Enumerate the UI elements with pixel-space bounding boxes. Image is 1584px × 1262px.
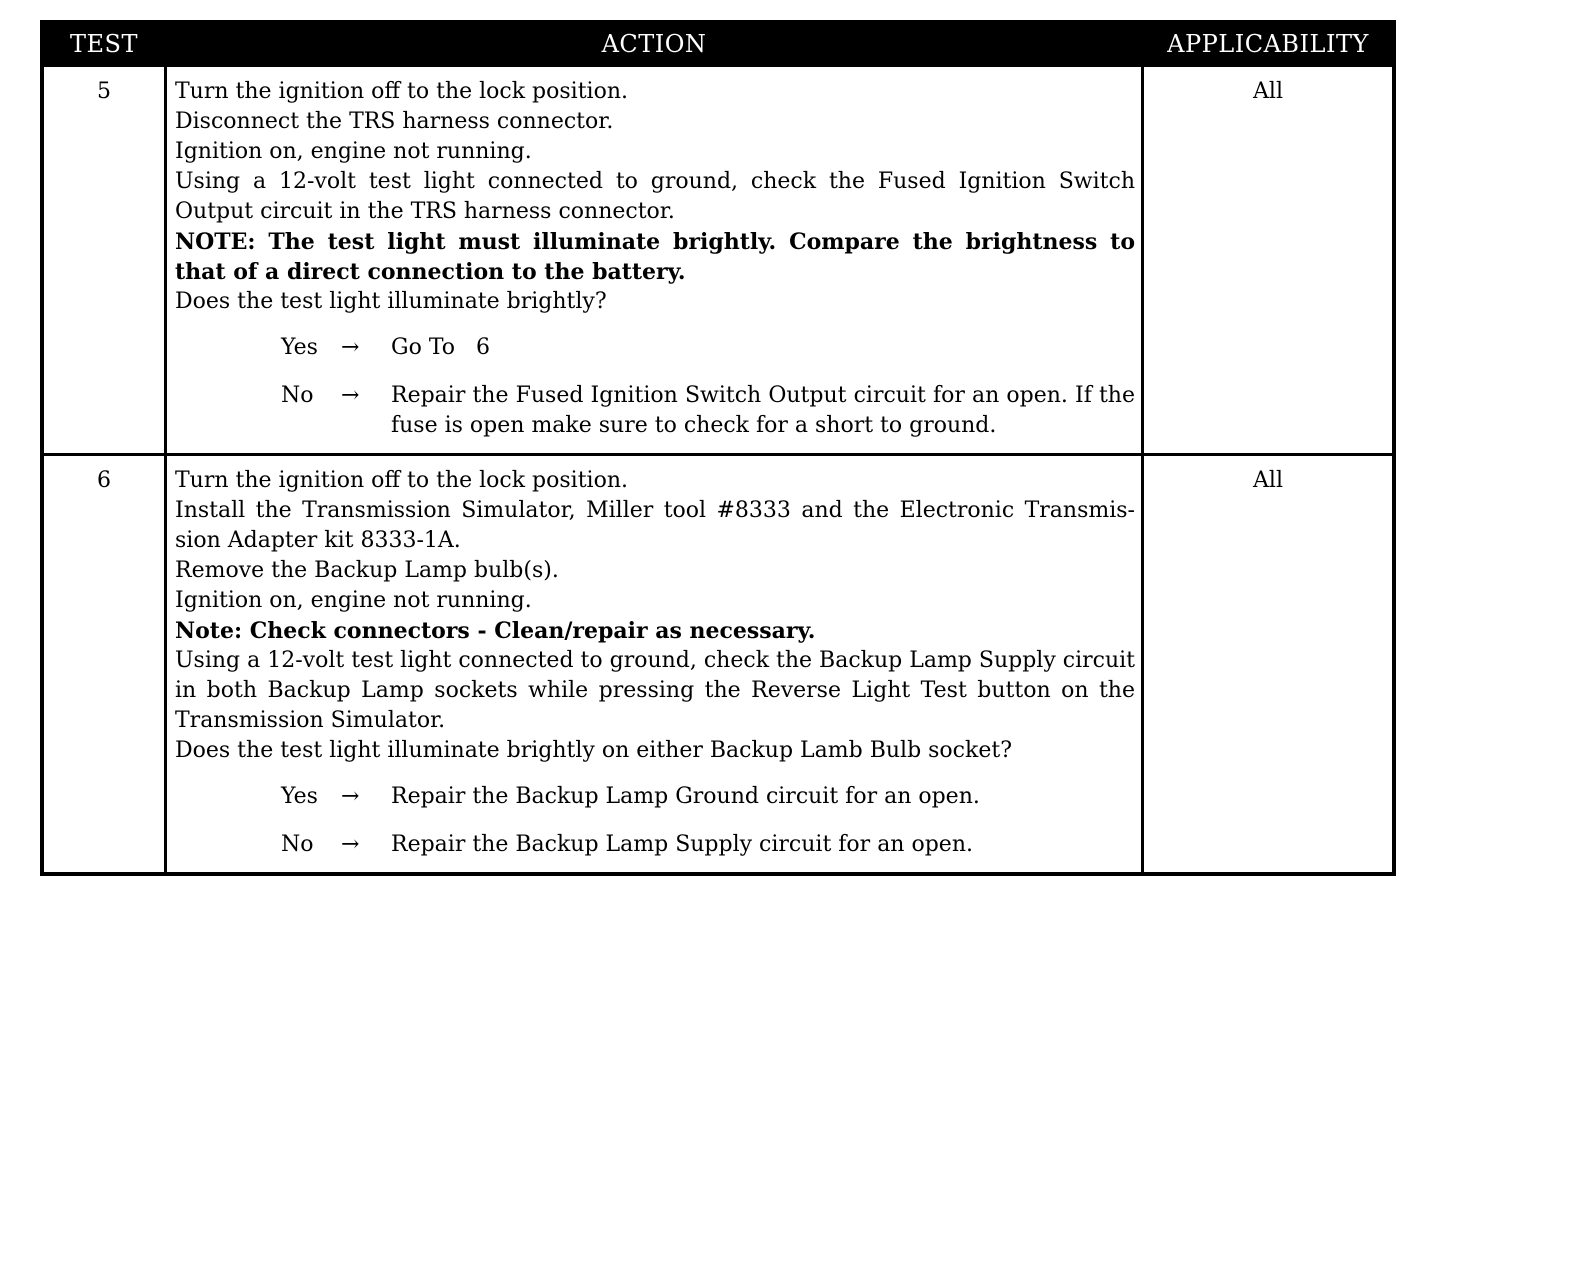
arrow-right-icon: → xyxy=(341,832,360,857)
table-header xyxy=(44,24,1392,64)
action-question: Does the test light illuminate brightly on either Backup Lamb Bulb socket? xyxy=(175,738,1012,763)
table-row xyxy=(44,453,1392,872)
action-line: Using a 12-volt test light connected to ground, check the Backup Lamp Supply circuit in both Backup Lamp sockets while pressing the Reverse Light Test button on the Transmission Simulator. xyxy=(175,648,1135,733)
action-note: Note: Check connectors - Clean/repair as necessary. xyxy=(175,618,816,644)
choice-result: Go To 6 xyxy=(391,335,490,360)
applicability: All xyxy=(1253,79,1283,104)
header-action: ACTION xyxy=(601,30,707,58)
header-applicability: APPLICABILITY xyxy=(1167,30,1369,58)
choice-result: Repair the Backup Lamp Ground circuit for an open. xyxy=(391,784,980,809)
choice-answer: No xyxy=(281,832,314,857)
header-test: TEST xyxy=(70,30,138,58)
action-note: NOTE: The test light must illuminate brightly. Compare the brightness to that of a direct connection to the battery. xyxy=(175,229,1135,285)
action-line: Remove the Backup Lamp bulb(s). xyxy=(175,558,559,583)
action-line: Ignition on, engine not running. xyxy=(175,588,532,613)
choice-no xyxy=(175,381,1135,441)
action-line: Turn the ignition off to the lock position. xyxy=(175,79,628,104)
choice-yes xyxy=(175,333,1135,363)
choice-result: Repair the Fused Ignition Switch Output circuit for an open. If the fuse is open make sure to check for a short to ground. xyxy=(391,383,1135,438)
table-row xyxy=(44,64,1392,453)
action-line: Ignition on, engine not running. xyxy=(175,139,532,164)
action-question: Does the test light illuminate brightly? xyxy=(175,289,607,314)
arrow-right-icon: → xyxy=(341,383,360,408)
test-number: 5 xyxy=(97,79,111,104)
choice-result: Repair the Backup Lamp Supply circuit for an open. xyxy=(391,832,973,857)
choice-answer: Yes xyxy=(281,784,318,809)
choice-no xyxy=(175,830,1135,860)
arrow-right-icon: → xyxy=(341,335,360,360)
action-cell xyxy=(164,456,1144,872)
action-line: Turn the ignition off to the lock position. xyxy=(175,468,628,493)
action-line: Using a 12-volt test light connected to ground, check the Fused Ignition Switch Output circuit in the TRS harness connector. xyxy=(175,169,1135,224)
diagnostic-table xyxy=(40,20,1396,876)
choice-answer: No xyxy=(281,383,314,408)
applicability: All xyxy=(1253,468,1283,493)
arrow-right-icon: → xyxy=(341,784,360,809)
choice-answer: Yes xyxy=(281,335,318,360)
action-line: Disconnect the TRS harness connector. xyxy=(175,109,614,134)
action-cell xyxy=(164,67,1144,453)
choice-yes xyxy=(175,782,1135,812)
test-number: 6 xyxy=(97,468,111,493)
action-line: Install the Transmission Simulator, Miller tool #8333 and the Electronic Transmis- sion Adapter kit 8333-1A. xyxy=(175,498,1135,553)
